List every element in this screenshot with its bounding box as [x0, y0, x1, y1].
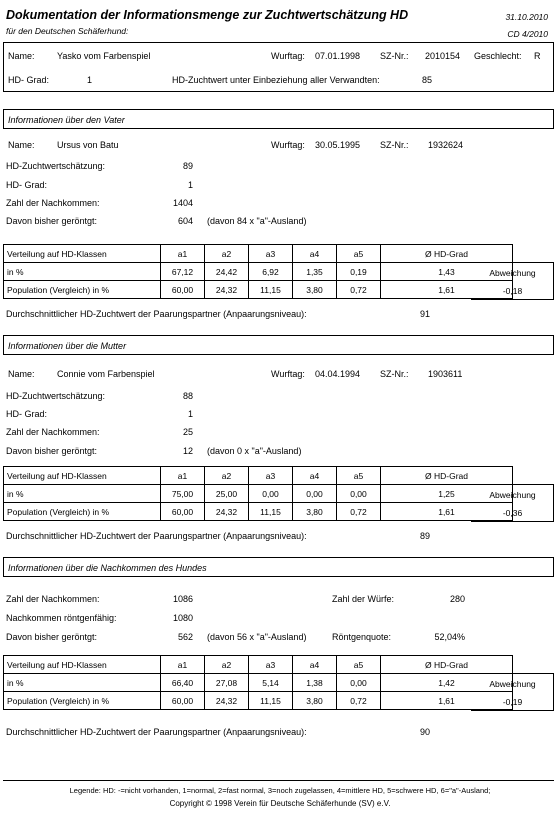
table-cell: 1,61	[381, 503, 513, 521]
mutter-wurftag: 04.04.1994	[315, 369, 361, 379]
mutter-name-label: Name:	[8, 369, 35, 379]
mutter-abweichung-label: Abweichung	[489, 490, 536, 500]
dog-wurftag-label: Wurftag:	[271, 51, 305, 61]
nk-geroentgt: 562	[177, 632, 193, 642]
vater-geroentgt-label: Davon bisher geröntgt:	[6, 216, 98, 226]
table-cell: 24,42	[205, 263, 249, 281]
dog-name: Yasko vom Farbenspiel	[57, 51, 151, 61]
mutter-sznr-label: SZ-Nr.:	[380, 369, 409, 379]
nachkommen-distribution-table	[3, 655, 513, 710]
table-cell: 25,00	[205, 485, 249, 503]
copyright: Copyright © 1998 Verein für Deutsche Schäferhunde (SV) e.V.	[169, 799, 391, 808]
table-cell: 1,35	[293, 263, 337, 281]
mutter-sznr: 1903611	[428, 369, 463, 379]
col-header: a2	[205, 656, 249, 674]
dog-name-label: Name:	[8, 51, 35, 61]
table-cell: 0,00	[337, 485, 381, 503]
vater-abweichung-label: Abweichung	[489, 268, 536, 278]
mutter-davon: (davon 0 x "a"-Ausland)	[207, 446, 302, 456]
mutter-grad-label: HD- Grad:	[6, 409, 48, 419]
mutter-name: Connie vom Farbenspiel	[57, 369, 155, 379]
dog-geschlecht: R	[534, 51, 541, 61]
nk-geroentgt-label: Davon bisher geröntgt:	[6, 632, 98, 642]
table-cell: 11,15	[249, 692, 293, 710]
nachkommen-abweichung-label: Abweichung	[489, 679, 536, 689]
table-cell: 27,08	[205, 674, 249, 692]
table-cell: 6,92	[249, 263, 293, 281]
col-header: Verteilung auf HD-Klassen	[4, 245, 161, 263]
table-cell: 3,80	[293, 503, 337, 521]
row-label: Population (Vergleich) in %	[4, 503, 161, 521]
nachkommen-partner-label: Durchschnittlicher HD-Zuchtwert der Paarungspartner (Anpaarungsniveau):	[6, 727, 307, 737]
vater-partner: 91	[420, 309, 431, 319]
table-cell: 0,00	[249, 485, 293, 503]
vater-sznr-label: SZ-Nr.:	[380, 140, 409, 150]
table-cell: 11,15	[249, 503, 293, 521]
cd-version: CD 4/2010	[507, 29, 548, 39]
table-cell: 0,72	[337, 281, 381, 299]
col-header: a5	[337, 656, 381, 674]
nk-davon: (davon 56 x "a"-Ausland)	[207, 632, 307, 642]
nk-nachkommen: 1086	[172, 594, 193, 604]
page-title: Dokumentation der Informationsmenge zur Zuchtwertschätzung HD	[6, 8, 409, 22]
nk-quote: 52,04%	[434, 632, 465, 642]
col-header: Ø HD-Grad	[381, 245, 513, 263]
dog-zuchtwert: 85	[422, 75, 433, 85]
mutter-partner: 89	[420, 531, 431, 541]
vater-partner-label: Durchschnittlicher HD-Zuchtwert der Paarungspartner (Anpaarungsniveau):	[6, 309, 307, 319]
table-cell: 24,32	[205, 503, 249, 521]
nk-nachkommen-label: Zahl der Nachkommen:	[6, 594, 100, 604]
table-cell: 0,00	[293, 485, 337, 503]
table-cell: 1,42	[381, 674, 513, 692]
vater-wurftag: 30.05.1995	[315, 140, 361, 150]
col-header: a2	[205, 467, 249, 485]
table-cell: 1,25	[381, 485, 513, 503]
nachkommen-abweichung: -0,19	[502, 697, 523, 707]
vater-grad-label: HD- Grad:	[6, 180, 48, 190]
legend: Legende: HD: -=nicht vorhanden, 1=normal, 2=fast normal, 3=noch zugelassen, 4=mittlere HD, 5=schwere HD, 6="a"-Ausland;	[69, 786, 491, 795]
vater-zws: 89	[182, 161, 193, 171]
col-header: a3	[249, 245, 293, 263]
vater-grad: 1	[187, 180, 193, 190]
dog-sznr-label: SZ-Nr.:	[380, 51, 409, 61]
dog-hdgrad: 1	[87, 75, 93, 85]
mutter-zws-label: HD-Zuchtwertschätzung:	[6, 391, 106, 401]
footer-divider	[3, 780, 554, 781]
document-date: 31.10.2010	[505, 12, 548, 22]
vater-nachkommen: 1404	[172, 198, 193, 208]
row-label: in %	[4, 485, 161, 503]
table-cell: 60,00	[161, 503, 205, 521]
table-cell: 0,72	[337, 692, 381, 710]
col-header: Verteilung auf HD-Klassen	[4, 656, 161, 674]
table-cell: 11,15	[249, 281, 293, 299]
col-header: a4	[293, 245, 337, 263]
dog-zuchtwert-label: HD-Zuchtwert unter Einbeziehung aller Verwandten:	[172, 75, 380, 85]
dog-sznr: 2010154	[425, 51, 461, 61]
row-label: Population (Vergleich) in %	[4, 281, 161, 299]
mutter-distribution-table	[3, 466, 513, 521]
col-header: a1	[161, 245, 205, 263]
mutter-grad: 1	[187, 409, 193, 419]
table-cell: 0,72	[337, 503, 381, 521]
mutter-nachkommen: 25	[182, 427, 193, 437]
dog-hdgrad-label: HD- Grad:	[8, 75, 50, 85]
mutter-heading: Informationen über die Mutter	[3, 335, 554, 355]
vater-abweichung: -0,18	[502, 286, 523, 296]
nk-wuerfe: 280	[449, 594, 465, 604]
col-header: Verteilung auf HD-Klassen	[4, 467, 161, 485]
vater-wurftag-label: Wurftag:	[271, 140, 305, 150]
mutter-abweichung: -0,36	[502, 508, 523, 518]
table-cell: 24,32	[205, 281, 249, 299]
table-cell: 60,00	[161, 692, 205, 710]
mutter-partner-label: Durchschnittlicher HD-Zuchtwert der Paarungspartner (Anpaarungsniveau):	[6, 531, 307, 541]
nachkommen-partner: 90	[420, 727, 431, 737]
col-header: a4	[293, 467, 337, 485]
vater-davon: (davon 84 x "a"-Ausland)	[207, 216, 307, 226]
table-cell: 67,12	[161, 263, 205, 281]
dog-geschlecht-label: Geschlecht:	[474, 51, 522, 61]
row-label: Population (Vergleich) in %	[4, 692, 161, 710]
table-cell: 1,38	[293, 674, 337, 692]
vater-geroentgt: 604	[177, 216, 193, 226]
mutter-nachkommen-label: Zahl der Nachkommen:	[6, 427, 100, 437]
vater-zws-label: HD-Zuchtwertschätzung:	[6, 161, 106, 171]
col-header: a1	[161, 656, 205, 674]
table-cell: 1,43	[381, 263, 513, 281]
table-cell: 24,32	[205, 692, 249, 710]
table-cell: 66,40	[161, 674, 205, 692]
row-label: in %	[4, 263, 161, 281]
vater-sznr: 1932624	[428, 140, 464, 150]
table-cell: 3,80	[293, 281, 337, 299]
table-cell: 5,14	[249, 674, 293, 692]
vater-distribution-table	[3, 244, 513, 299]
mutter-wurftag-label: Wurftag:	[271, 369, 305, 379]
vater-name-label: Name:	[8, 140, 35, 150]
col-header: Ø HD-Grad	[381, 656, 513, 674]
nachkommen-heading: Informationen über die Nachkommen des Hundes	[3, 557, 554, 577]
vater-heading: Informationen über den Vater	[3, 109, 554, 129]
table-cell: 60,00	[161, 281, 205, 299]
col-header: a3	[249, 467, 293, 485]
table-cell: 0,00	[337, 674, 381, 692]
table-cell: 0,19	[337, 263, 381, 281]
nk-roentgenfaehig-label: Nachkommen röntgenfähig:	[6, 613, 117, 623]
dog-wurftag: 07.01.1998	[315, 51, 361, 61]
nk-wuerfe-label: Zahl der Würfe:	[332, 594, 395, 604]
vater-name: Ursus von Batu	[57, 140, 119, 150]
col-header: a4	[293, 656, 337, 674]
nk-roentgenfaehig: 1080	[172, 613, 193, 623]
table-cell: 75,00	[161, 485, 205, 503]
mutter-geroentgt: 12	[182, 446, 193, 456]
table-cell: 3,80	[293, 692, 337, 710]
col-header: a5	[337, 245, 381, 263]
col-header: a3	[249, 656, 293, 674]
col-header: a2	[205, 245, 249, 263]
col-header: a1	[161, 467, 205, 485]
table-cell: 1,61	[381, 692, 513, 710]
nk-quote-label: Röntgenquote:	[332, 632, 392, 642]
mutter-geroentgt-label: Davon bisher geröntgt:	[6, 446, 98, 456]
mutter-zws: 88	[182, 391, 193, 401]
table-cell: 1,61	[381, 281, 513, 299]
page-subtitle: für den Deutschen Schäferhund:	[6, 26, 129, 36]
col-header: a5	[337, 467, 381, 485]
col-header: Ø HD-Grad	[381, 467, 513, 485]
vater-nachkommen-label: Zahl der Nachkommen:	[6, 198, 100, 208]
row-label: in %	[4, 674, 161, 692]
